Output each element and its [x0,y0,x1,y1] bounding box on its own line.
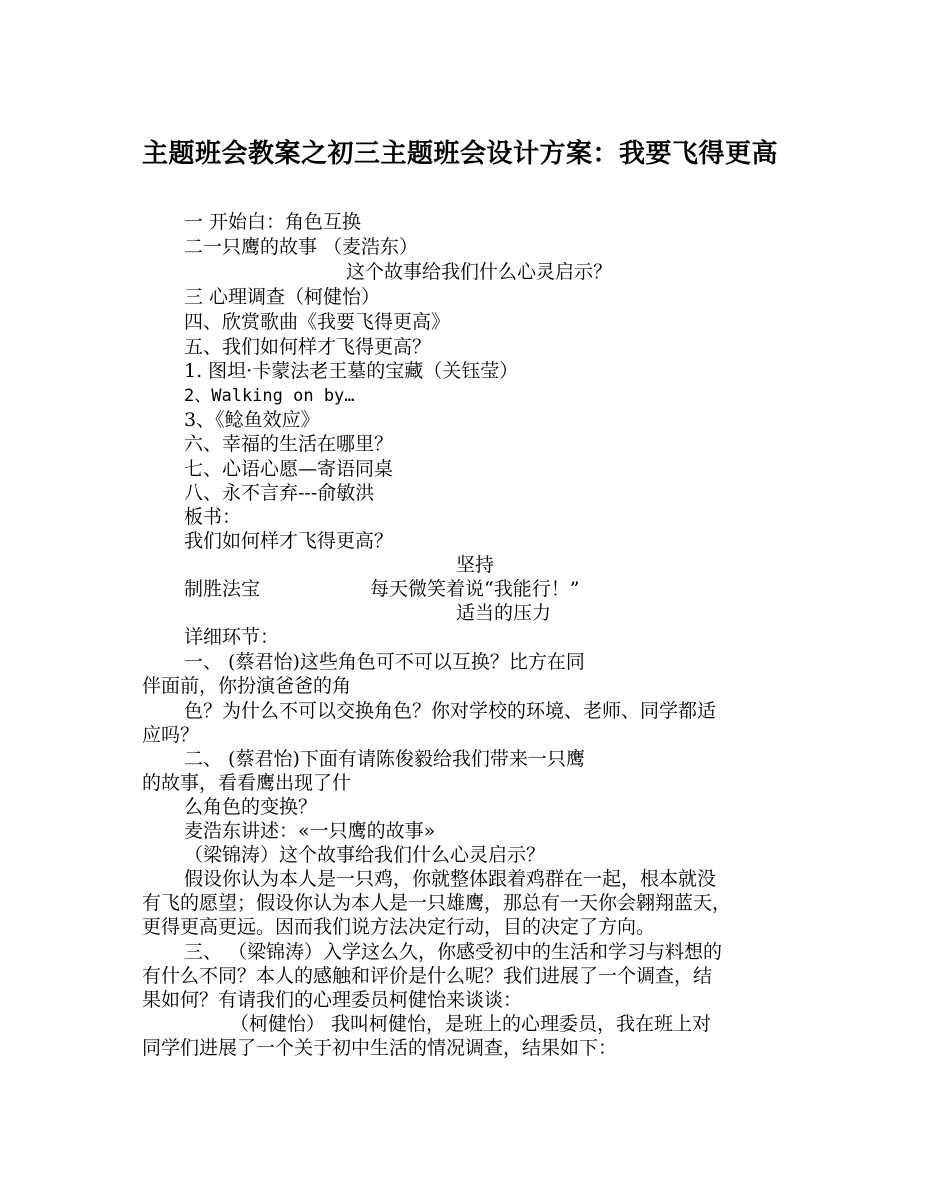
outline-item-4: 四、欣赏歌曲《我要飞得更高》 [184,311,451,333]
details-heading: 详细环节： [184,626,280,648]
outline-item-7: 七、心语心愿—寄语同桌 [184,458,394,480]
details-line: 伴面前，你扮演爸爸的角 [142,675,352,697]
details-line: 三、 （梁锦涛）入学这么久，你感受初中的生活和学习与料想的 [184,941,723,963]
outline-item-2-subtitle: 这个故事给我们什么心灵启示？ [346,261,613,283]
details-line: （柯健怡） 我叫柯健怡，是班上的心理委员，我在班上对 [230,1013,712,1035]
details-line: 应吗？ [142,724,200,746]
outline-item-5-1: 1. 图坦·卡蒙法老王墓的宝藏（关钰莹） [184,360,519,382]
details-line: （梁锦涛）这个故事给我们什么心灵启示？ [184,844,546,866]
board-question: 我们如何样才飞得更高？ [184,530,394,552]
board-label: 板书： [184,506,242,528]
outline-item-5-3: 3、《鲶鱼效应》 [184,409,320,431]
details-line: 同学们进展了一个关于初中生活的情况调查，结果如下： [142,1037,618,1059]
details-line: 果如何？有请我们的心理委员柯健怡来谈谈： [142,989,523,1011]
board-item-pressure: 适当的压力 [456,602,552,624]
outline-item-5: 五、我们如何样才飞得更高？ [184,336,432,358]
board-left-label: 制胜法宝 [184,578,261,600]
page-title: 主题班会教案之初三主题班会设计方案：我要飞得更高 [142,139,779,169]
board-item-smile: 每天微笑着说“我能行！” [370,578,580,600]
outline-item-1: 一 开始白：角色互换 [184,211,362,233]
details-line: 么角色的变换？ [184,796,318,818]
details-line: 的故事，看看鹰出现了什 [142,772,352,794]
details-line: 有飞的愿望；假设你认为本人是一只雄鹰，那总有一天你会翱翔蓝天， [142,892,732,914]
details-line: 二、 (蔡君怡)下面有请陈俊毅给我们带来一只鹰 [184,748,585,770]
details-line: 麦浩东讲述：«一只鹰的故事» [184,820,436,842]
outline-item-6: 六、幸福的生活在哪里？ [184,433,394,455]
details-line: 有什么不同？本人的感触和评价是什么呢？我们进展了一个调查，结 [142,965,713,987]
outline-item-3: 三 心理调查（柯健怡） [184,286,381,308]
outline-item-2: 二一只鹰的故事 （麦浩东） [184,236,419,258]
details-line: 更得更高更远。因而我们说方法决定行动，目的决定了方向。 [142,916,656,938]
board-item-persistence: 坚持 [456,554,495,576]
details-line: 假设你认为本人是一只鸡，你就整体跟着鸡群在一起，根本就没 [184,868,717,890]
details-line: 色？为什么不可以交换角色？你对学校的环境、老师、同学都适 [184,700,717,722]
outline-item-5-2: 2、Walking on by… [184,386,355,406]
outline-item-8: 八、永不言弃---俞敏洪 [184,482,375,504]
details-line: 一、 (蔡君怡)这些角色可不可以互换？比方在同 [184,651,585,673]
